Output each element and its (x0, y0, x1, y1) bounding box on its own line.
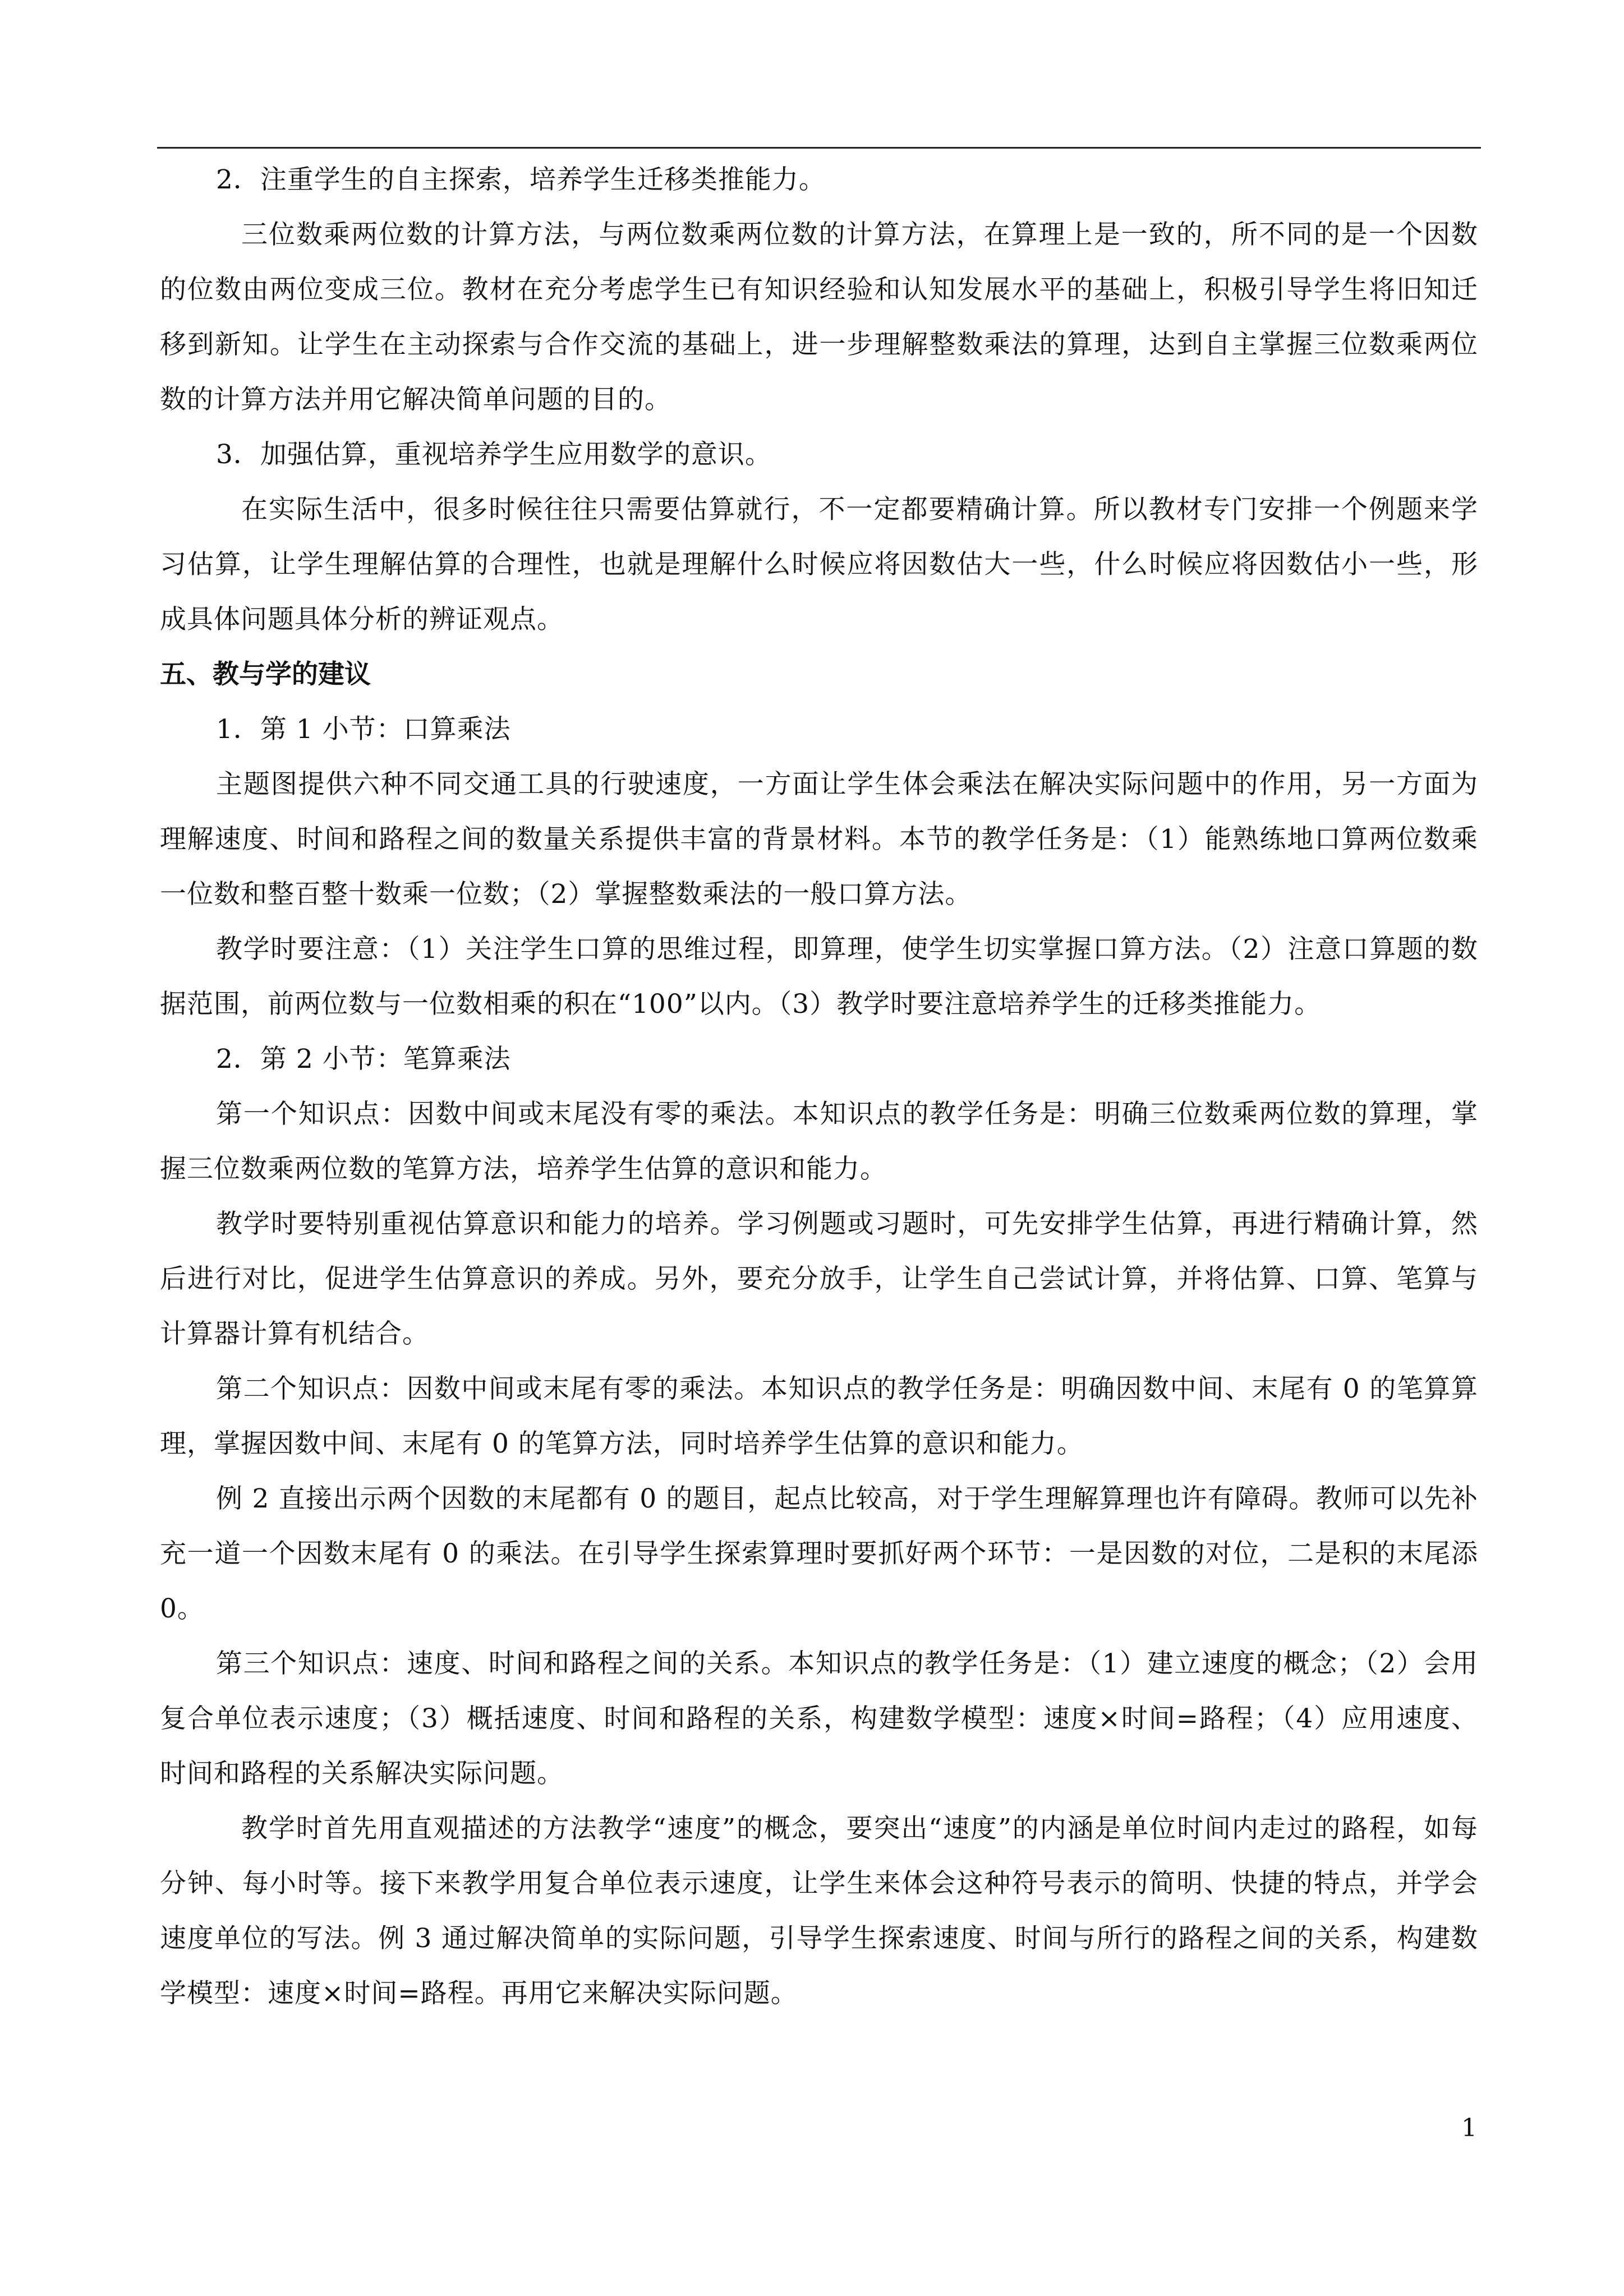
document-body (160, 153, 1478, 2021)
paragraph: 教学时首先用直观描述的方法教学“速度”的概念，要突出“速度”的内涵是单位时间内走过的路程，如每分钟、每小时等。接下来教学用复合单位表示速度，让学生来体会这种符号表示的简明、快捷的特点，并学会速度单位的写法。例 3 通过解决简单的实际问题，引导学生探索速度、时间与所行的路程之间的关系，构建数学模型：速度×时间=路程。再用它来解决实际问题。 (160, 1813, 1478, 2009)
paragraph: 教学时要特别重视估算意识和能力的培养。学习例题或习题时，可先安排学生估算，再进行精确计算，然后进行对比，促进学生估算意识的养成。另外，要充分放手，让学生自己尝试计算，并将估算、口算、笔算与计算器计算有机结合。 (160, 1209, 1478, 1349)
paragraph: 第二个知识点：因数中间或末尾有零的乘法。本知识点的教学任务是：明确因数中间、末尾有 0 的笔算算理，掌握因数中间、末尾有 0 的笔算方法，同时培养学生估算的意识和能力。 (160, 1373, 1478, 1459)
paragraph: 第三个知识点：速度、时间和路程之间的关系。本知识点的教学任务是：（1）建立速度的概念；（2）会用复合单位表示速度；（3）概括速度、时间和路程的关系，构建数学模型：速度×时间=路程；（4）应用速度、时间和路程的关系解决实际问题。 (160, 1648, 1478, 1789)
paragraph: 三位数乘两位数的计算方法，与两位数乘两位数的计算方法，在算理上是一致的，所不同的是一个因数的位数由两位变成三位。教材在充分考虑学生已有知识经验和认知发展水平的基础上，积极引导学生将旧知迁移到新知。让学生在主动探索与合作交流的基础上，进一步理解整数乘法的算理，达到自主掌握三位数乘两位数的计算方法并用它解决简单问题的目的。 (160, 219, 1478, 415)
page-number: 1 (1461, 2114, 1477, 2142)
paragraph-3-heading: 3．加强估算，重视培养学生应用数学的意识。 (216, 439, 772, 470)
paragraph: 主题图提供六种不同交通工具的行驶速度，一方面让学生体会乘法在解决实际问题中的作用，另一方面为理解速度、时间和路程之间的数量关系提供丰富的背景材料。本节的教学任务是：（1）能熟练地口算两位数乘一位数和整百整十数乘一位数；（2）掌握整数乘法的一般口算方法。 (160, 769, 1478, 910)
subsection-heading: 1．第 1 小节：口算乘法 (216, 714, 511, 745)
paragraph: 例 2 直接出示两个因数的末尾都有 0 的题目，起点比较高，对于学生理解算理也许有障碍。教师可以先补充一道一个因数末尾有 0 的乘法。在引导学生探索算理时要抓好两个环节：一是因数的对位，二是积的末尾添 0。 (160, 1483, 1478, 1624)
header-rule (157, 147, 1481, 149)
paragraph: 教学时要注意：（1）关注学生口算的思维过程，即算理，使学生切实掌握口算方法。（2）注意口算题的数据范围，前两位数与一位数相乘的积在“100”以内。（3）教学时要注意培养学生的迁移类推能力。 (160, 934, 1478, 1020)
section-heading: 五、教与学的建议 (160, 659, 371, 690)
paragraph: 第一个知识点：因数中间或末尾没有零的乘法。本知识点的教学任务是：明确三位数乘两位数的算理，掌握三位数乘两位数的笔算方法，培养学生估算的意识和能力。 (160, 1099, 1478, 1184)
paragraph: 在实际生活中，很多时候往往只需要估算就行，不一定都要精确计算。所以教材专门安排一个例题来学习估算，让学生理解估算的合理性，也就是理解什么时候应将因数估大一些，什么时候应将因数估小一些，形成具体问题具体分析的辨证观点。 (160, 494, 1478, 635)
paragraph-2-heading: 2．注重学生的自主探索，培养学生迁移类推能力。 (216, 164, 826, 195)
subsection-heading: 2．第 2 小节：笔算乘法 (216, 1044, 511, 1075)
